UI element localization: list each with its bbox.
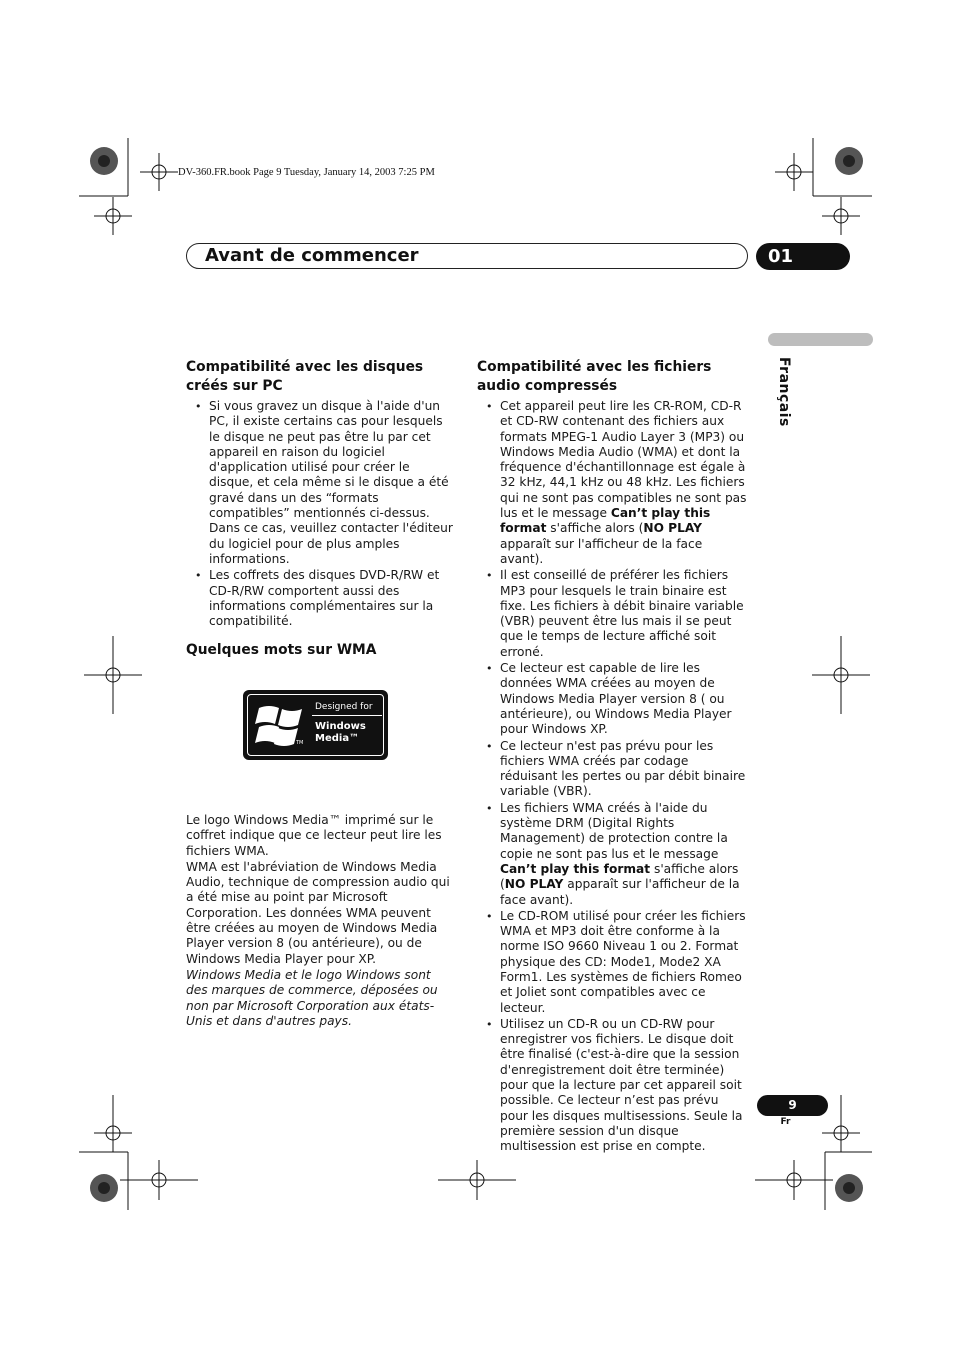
logo-windows-media (315, 721, 385, 745)
page-language-code: Fr (780, 1117, 791, 1127)
logo-designed-for: Designed for (315, 702, 373, 712)
language-label: Français (776, 357, 792, 427)
compressed-audio-list (477, 399, 749, 1155)
list-item: • Ce lecteur est capable de lire les données WMA créées au moyen de Windows Media Player version 8 ( ou antérieure), ou Windows Media Player pour Windows XP. (477, 661, 749, 737)
section-heading-wma: Quelques mots sur WMA (186, 642, 377, 659)
left-column (186, 358, 456, 663)
wma-trademark-note: Windows Media et le logo Windows sont des marques de commerce, déposées ou non par Microsoft Corporation aux états-Unis et dans d'autres pays. (186, 967, 438, 1028)
chapter-number: 01 (756, 243, 850, 270)
page-number: 9 (757, 1095, 828, 1116)
list-item: • Utilisez un CD-R ou un CD-RW pour enregistrer vos fichiers. Le disque doit être finalisé (c'est-à-dire que la session d'enregistrement doit être terminée) pour que la lecture par cet appareil soit possible. Ce lecteur n’est pas prévu pour les disques multisessions. Seule la première session d'un disque multisession est prise en compte. (477, 1017, 749, 1155)
list-item: • Ce lecteur n'est pas prévu pour les fichiers WMA créés par codage réduisant les pertes ou par débit binaire variable (VBR). (477, 739, 749, 800)
list-item: • Si vous gravez un disque à l'aide d'un PC, il existe certains cas pour lesquels le disque ne peut pas être lu par cet appareil en raison du logiciel d'application utilisé pour créer le disque, et cela même si le disque a été gravé dans un des “formats compatibles” mentionnés ci-dessus. Dans ce cas, veuillez contacter l'éditeur du logiciel pour de plus amples informations. (186, 399, 456, 567)
list-item: • Cet appareil peut lire les CR-ROM, CD-R et CD-RW contenant des fichiers aux formats MPEG-1 Audio Layer 3 (MP3) ou Windows Media Audio (WMA) et dont la fréquence d'échantillonnage est égale à 32 kHz, 44,1 kHz ou 48 kHz. Les fichiers qui ne sont pas compatibles ne sont pas lus et le message Can’t play this format s'affiche alors (NO PLAY apparaît sur l'afficheur de la face avant). (477, 399, 749, 567)
list-item: • Les fichiers WMA créés à l'aide du système DRM (Digital Rights Management) de protection contre la copie ne sont pas lus et le message Can’t play this format s'affiche alors (NO PLAY apparaît sur l'afficheur de la face avant). (477, 801, 749, 908)
logo-media-text: Media™ (315, 733, 360, 744)
wma-para-1: Le logo Windows Media™ imprimé sur le coffret indique que ce lecteur peut lire les fichiers WMA. (186, 813, 442, 858)
chapter-title: Avant de commencer (205, 245, 419, 266)
wma-para-2: WMA est l'abréviation de Windows Media Audio, technique de compression audio qui a été mise au point par Microsoft Corporation. Les données WMA peuvent être créées au moyen de Windows Media Player version 8 (ou antérieure), ou de Windows Media Player pour XP. (186, 859, 450, 966)
book-info-line: DV-360.FR.book Page 9 Tuesday, January 14, 2003 7:25 PM (178, 167, 435, 178)
list-item: • Les coffrets des disques DVD-R/RW et CD-R/RW comportent aussi des informations complémentaires sur la compatibilité. (186, 568, 456, 629)
logo-windows-text: Windows (315, 721, 366, 732)
pc-discs-list (186, 399, 456, 629)
wma-description (186, 813, 456, 1030)
list-item: • Le CD-ROM utilisé pour créer les fichiers WMA et MP3 doit être conforme à la norme ISO 9660 Niveau 1 ou 2. Format physique des CD: Mode1, Mode2 XA Form1. Les systèmes de fichiers Romeo et Joliet sont compatibles avec ce lecteur. (477, 909, 749, 1016)
logo-tm: TM (296, 740, 304, 746)
right-column (477, 358, 749, 1156)
section-heading-compressed-audio: Compatibilité avec les fichiers audio compressés (477, 359, 712, 394)
list-item: • Il est conseillé de préférer les fichiers MP3 pour lesquels le train binaire est fixe. Les fichiers à débit binaire variable (VBR) peuvent être lus mais il se peut que le temps de lecture affiché soit erroné. (477, 568, 749, 660)
section-heading-pc-discs: Compatibilité avec les disques créés sur PC (186, 359, 424, 394)
windows-media-logo (243, 690, 388, 760)
language-tab (768, 333, 873, 346)
